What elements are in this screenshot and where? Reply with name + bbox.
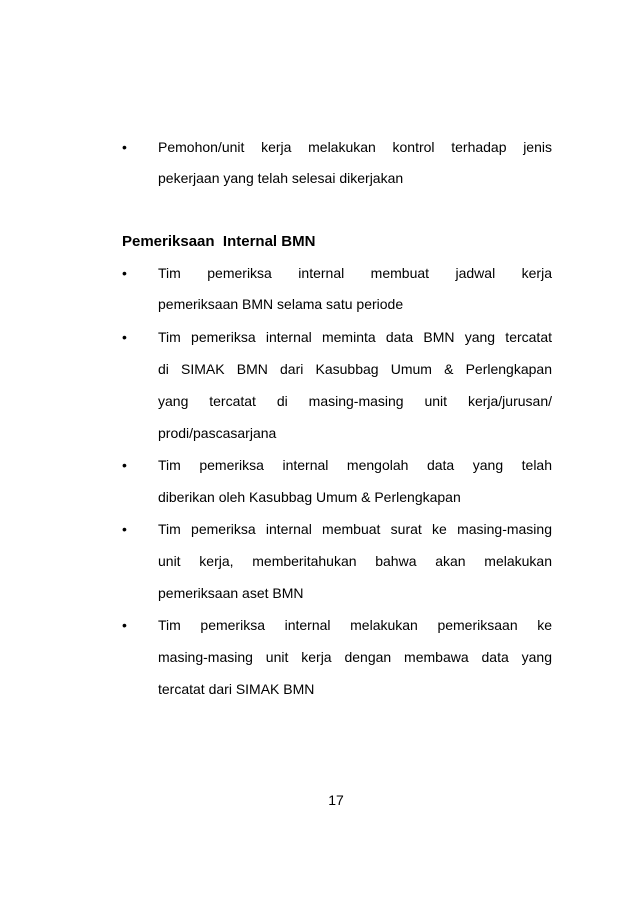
page-number: 17 [328,792,344,808]
list-item-line: yang tercatat di masing-masing unit kerja/jurusan/ [158,393,552,409]
list-item-line: Tim pemeriksa internal membuat surat ke masing-masing [158,521,552,537]
list-item-line: Tim pemeriksa internal meminta data BMN yang tercatat [158,329,552,345]
list-item-line: unit kerja, memberitahukan bahwa akan melakukan [158,553,552,569]
list-item-line: masing-masing unit kerja dengan membawa data yang [158,649,552,665]
section-heading: Pemeriksaan Internal BMN [122,233,316,250]
list-item-line: Tim pemeriksa internal mengolah data yang telah [158,457,552,473]
bullet-icon: • [122,521,127,537]
bullet-icon: • [122,265,127,281]
bullet-icon: • [122,457,127,473]
list-item-line: di SIMAK BMN dari Kasubbag Umum & Perlengkapan [158,361,552,377]
list-item-line: pemeriksaan aset BMN [158,585,304,601]
list-item-line: Pemohon/unit kerja melakukan kontrol terhadap jenis [158,139,552,155]
list-item-line: prodi/pascasarjana [158,425,277,441]
list-item-line: diberikan oleh Kasubbag Umum & Perlengkapan [158,489,461,505]
list-item-line: tercatat dari SIMAK BMN [158,681,315,697]
list-item-line: Tim pemeriksa internal melakukan pemeriksaan ke [158,617,552,633]
bullet-icon: • [122,139,127,155]
bullet-icon: • [122,329,127,345]
bullet-icon: • [122,617,127,633]
list-item-line: pekerjaan yang telah selesai dikerjakan [158,170,404,186]
list-item-line: pemeriksaan BMN selama satu periode [158,296,404,312]
list-item-line: Tim pemeriksa internal membuat jadwal kerja [158,265,552,281]
